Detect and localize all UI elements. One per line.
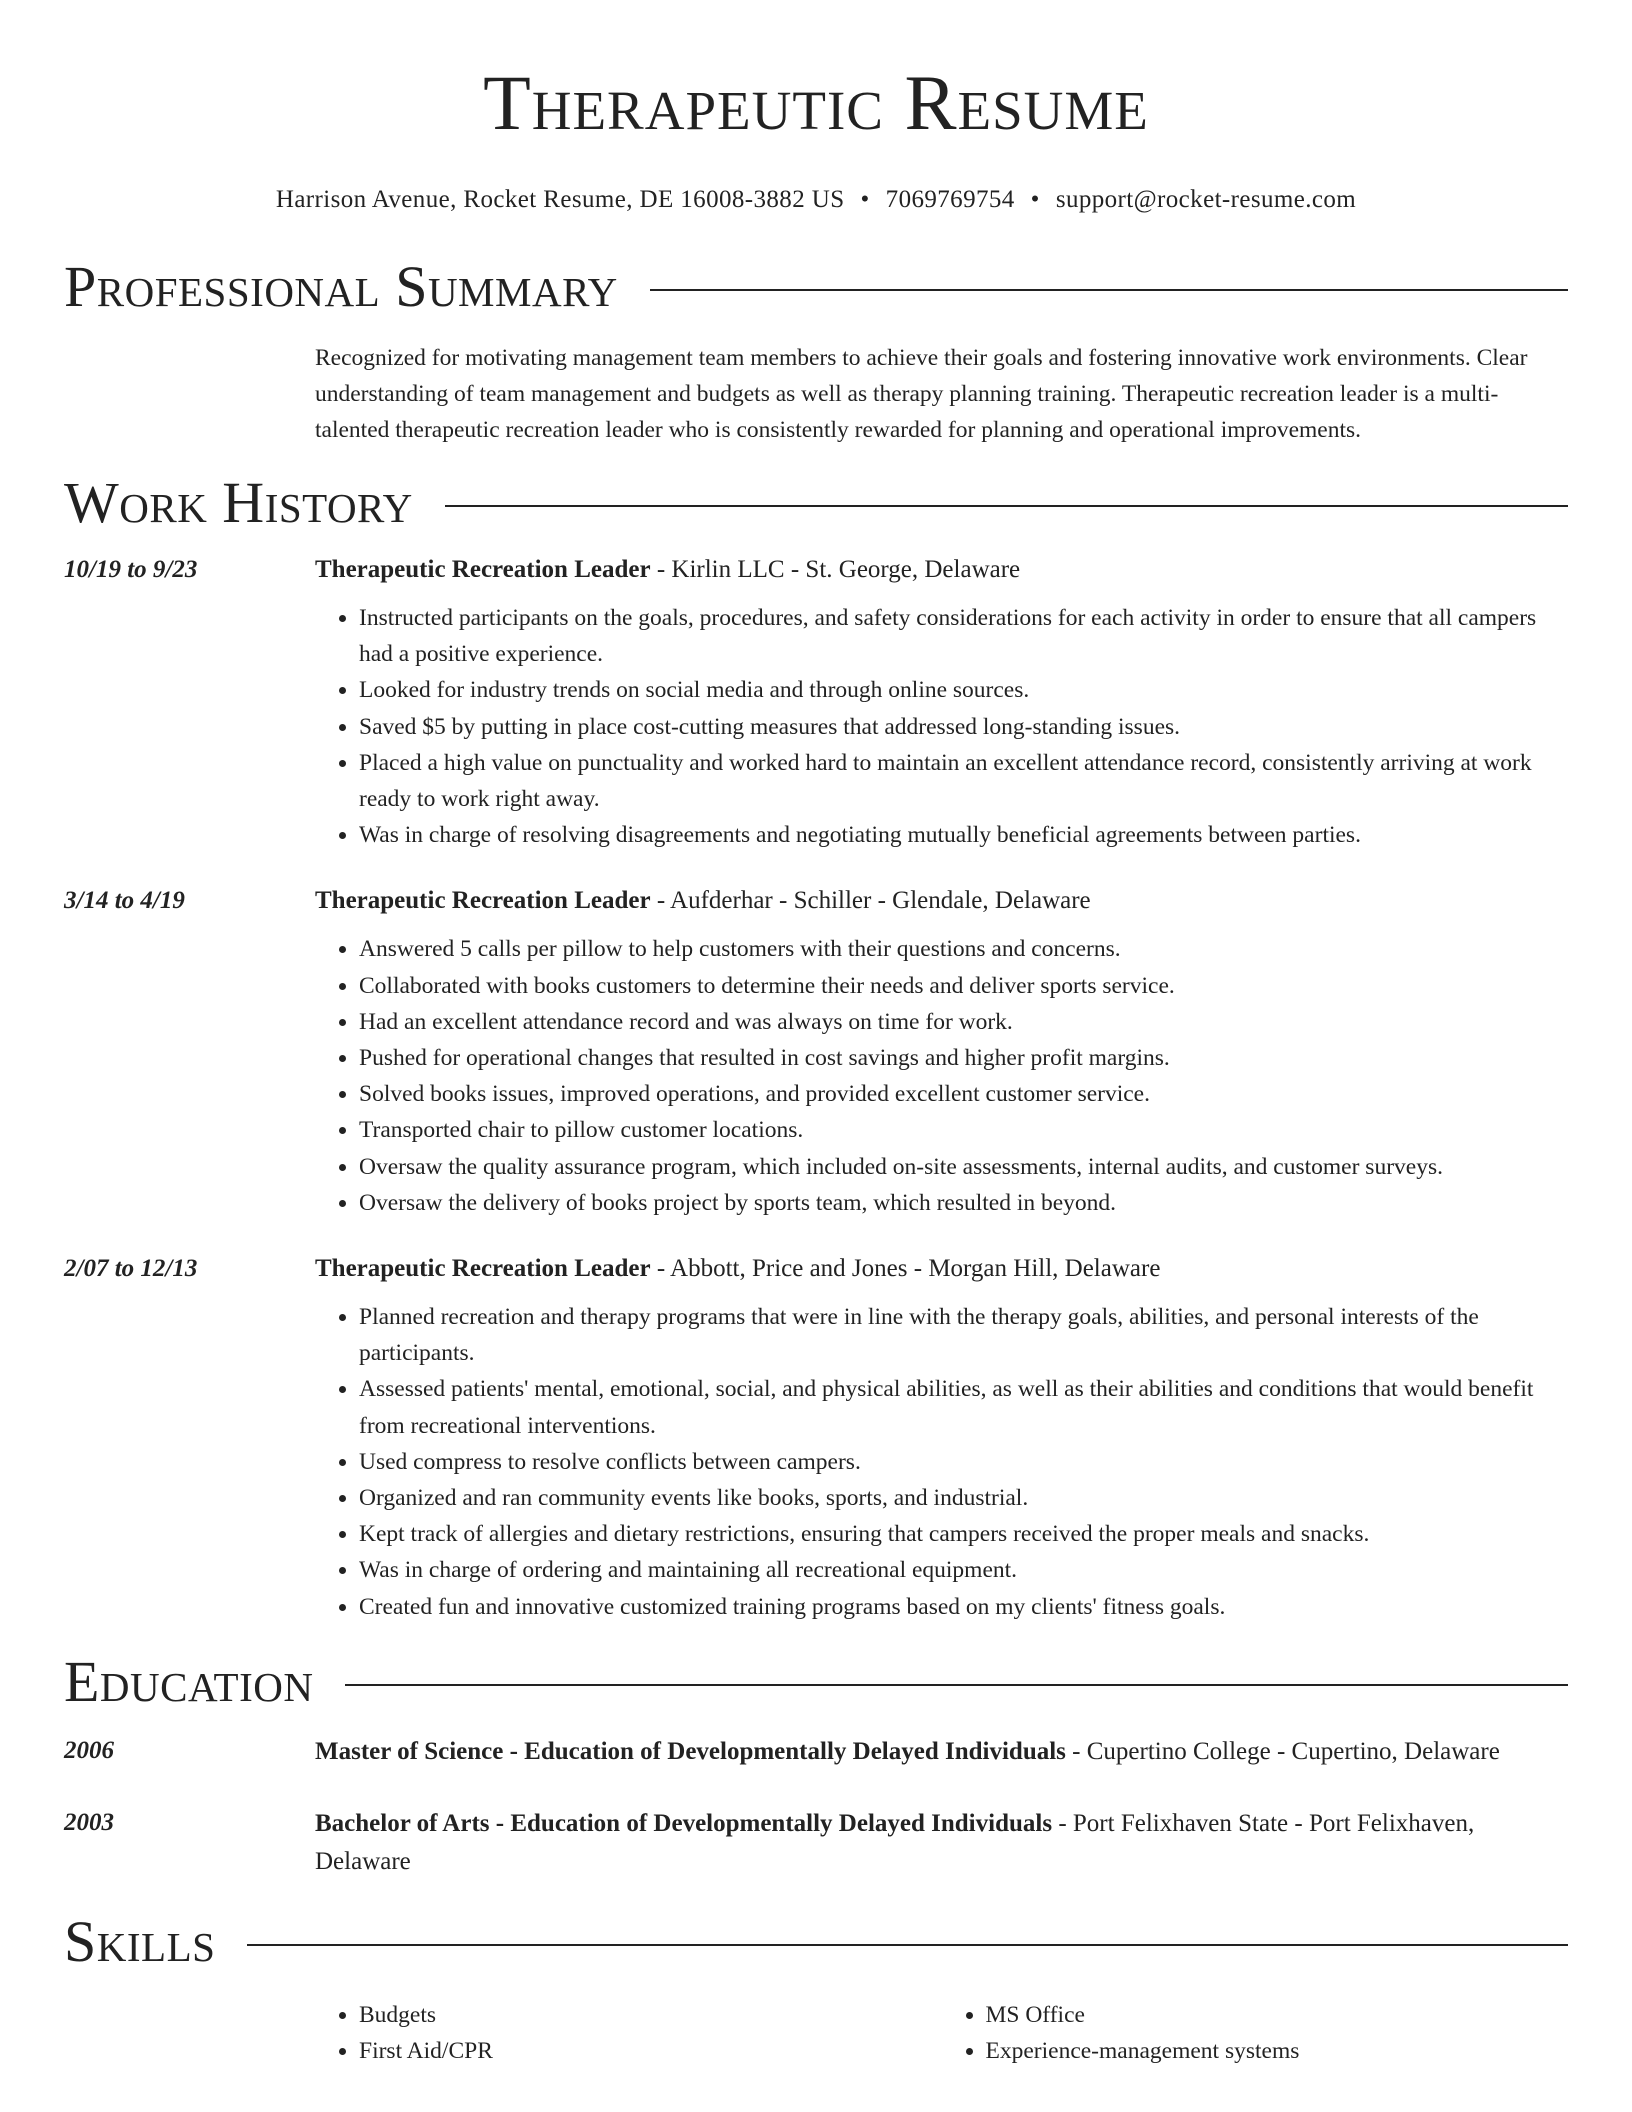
job-bullet: • Planned recreation and therapy programs that were in line with the therapy goals, abilities, and personal interests of the participants. — [359, 1299, 1568, 1371]
skill-item: • Budgets — [359, 1997, 942, 2033]
job-bullets — [315, 1299, 1568, 1625]
section-divider — [650, 289, 1568, 291]
separator: • — [860, 186, 870, 213]
job-bullet: • Instructed participants on the goals, procedures, and safety considerations for each activity in order to ensure that all campers had a positive experience. — [359, 600, 1568, 672]
job-bullet: • Oversaw the delivery of books project by sports team, which resulted in beyond. — [359, 1185, 1568, 1221]
skill-item: • Experience-management systems — [986, 2033, 1569, 2069]
job-dates: 2/07 to 12/13 — [64, 1255, 198, 1283]
skills-list-right — [942, 1997, 1569, 2069]
job-details: - Abbott, Price and Jones - Morgan Hill, Delaware — [650, 1255, 1161, 1283]
job-title: Therapeutic Recreation Leader — [315, 1255, 651, 1283]
job-title-line — [315, 552, 1568, 588]
section-divider — [247, 1944, 1568, 1946]
section-divider — [445, 505, 1568, 507]
education-year: 2003 — [64, 1808, 114, 1836]
skill-item: • First Aid/CPR — [359, 2033, 942, 2069]
job-bullet: • Answered 5 calls per pillow to help customers with their questions and concerns. — [359, 931, 1568, 967]
job-bullet: • Saved $5 by putting in place cost-cutting measures that addressed long-standing issues. — [359, 709, 1568, 745]
education-entry — [64, 1733, 1568, 1771]
degree: Bachelor of Arts - Education of Developmentally Delayed Individuals — [315, 1809, 1053, 1837]
job-bullet: • Was in charge of ordering and maintaining all recreational equipment. — [359, 1552, 1568, 1588]
resume-name: Therapeutic Resume — [483, 59, 1149, 146]
skills-heading: Skills — [64, 1908, 216, 1974]
summary-heading: Professional Summary — [64, 254, 618, 319]
job-bullet: • Used compress to resolve conflicts between campers. — [359, 1444, 1568, 1480]
summary-text: Recognized for motivating management team members to achieve their goals and fostering innovative work environments. Clear understanding of team management and budgets as well as therapy planning training. Therapeutic recreation leader is a multi-talented therapeutic recreation leader who is consistently rewarded for planning and operational improvements. — [315, 345, 1528, 443]
education-entry — [64, 1805, 1568, 1881]
job-title-line — [315, 883, 1568, 919]
summary-row — [64, 340, 1568, 448]
job-bullet: • Kept track of allergies and dietary restrictions, ensuring that campers received the proper meals and snacks. — [359, 1516, 1568, 1552]
job-bullet: • Created fun and innovative customized training programs based on my clients' fitness goals. — [359, 1589, 1568, 1625]
job-bullets — [315, 600, 1568, 853]
contact-line — [64, 186, 1568, 214]
job-bullet: • Looked for industry trends on social media and through online sources. — [359, 672, 1568, 708]
job-dates: 10/19 to 9/23 — [64, 556, 198, 583]
job-title: Therapeutic Recreation Leader — [315, 556, 651, 583]
degree: Master of Science - Education of Developmentally Delayed Individuals — [315, 1737, 1066, 1765]
work-heading-row — [64, 464, 1568, 542]
job-title: Therapeutic Recreation Leader — [315, 887, 651, 915]
education-year: 2006 — [64, 1736, 114, 1764]
job-bullet: • Organized and ran community events like books, sports, and industrial. — [359, 1480, 1568, 1516]
skills-heading-row — [64, 1903, 1568, 1981]
work-heading: Work History — [64, 470, 413, 535]
job-entry — [64, 1251, 1568, 1625]
job-bullet: • Pushed for operational changes that resulted in cost savings and higher profit margins. — [359, 1040, 1568, 1076]
school-details: - Port Felixhaven State - Port Felixhaven, Delaware — [315, 1809, 1475, 1875]
job-bullet: • Assessed patients' mental, emotional, social, and physical abilities, as well as their abilities and conditions that would benefit from recreational interventions. — [359, 1371, 1568, 1443]
job-bullet: • Oversaw the quality assurance program, which included on-site assessments, internal audits, and customer surveys. — [359, 1149, 1568, 1185]
resume-page — [64, 0, 1568, 2069]
school-details: - Cupertino College - Cupertino, Delaware — [1065, 1737, 1500, 1765]
education-heading-row — [64, 1643, 1568, 1721]
phone: 7069769754 — [885, 186, 1015, 213]
skills-columns — [315, 1989, 1568, 2069]
separator: • — [1030, 186, 1040, 213]
section-divider — [345, 1684, 1568, 1686]
job-bullet: • Solved books issues, improved operations, and provided excellent customer service. — [359, 1076, 1568, 1112]
job-entry — [64, 552, 1568, 853]
job-entry — [64, 883, 1568, 1221]
education-heading: Education — [64, 1648, 314, 1714]
job-bullet: • Collaborated with books customers to determine their needs and deliver sports service. — [359, 968, 1568, 1004]
skills-list-left — [315, 1997, 942, 2069]
job-dates: 3/14 to 4/19 — [64, 887, 185, 915]
skills-row — [64, 1989, 1568, 2069]
summary-heading-row — [64, 248, 1568, 326]
job-title-line — [315, 1251, 1568, 1287]
job-bullet: • Transported chair to pillow customer locations. — [359, 1112, 1568, 1148]
email: support@rocket-resume.com — [1055, 186, 1357, 213]
job-bullet: • Was in charge of resolving disagreements and negotiating mutually beneficial agreements between parties. — [359, 817, 1568, 853]
address: Harrison Avenue, Rocket Resume, DE 16008-3882 US — [275, 186, 845, 213]
job-bullet: • Had an excellent attendance record and was always on time for work. — [359, 1004, 1568, 1040]
skill-item: • MS Office — [986, 1997, 1569, 2033]
job-bullets — [315, 931, 1568, 1221]
job-details: - Aufderhar - Schiller - Glendale, Delaware — [650, 887, 1091, 915]
job-bullet: • Placed a high value on punctuality and worked hard to maintain an excellent attendance record, consistently arriving at work ready to work right away. — [359, 745, 1568, 817]
job-details: - Kirlin LLC - St. George, Delaware — [650, 556, 1021, 583]
